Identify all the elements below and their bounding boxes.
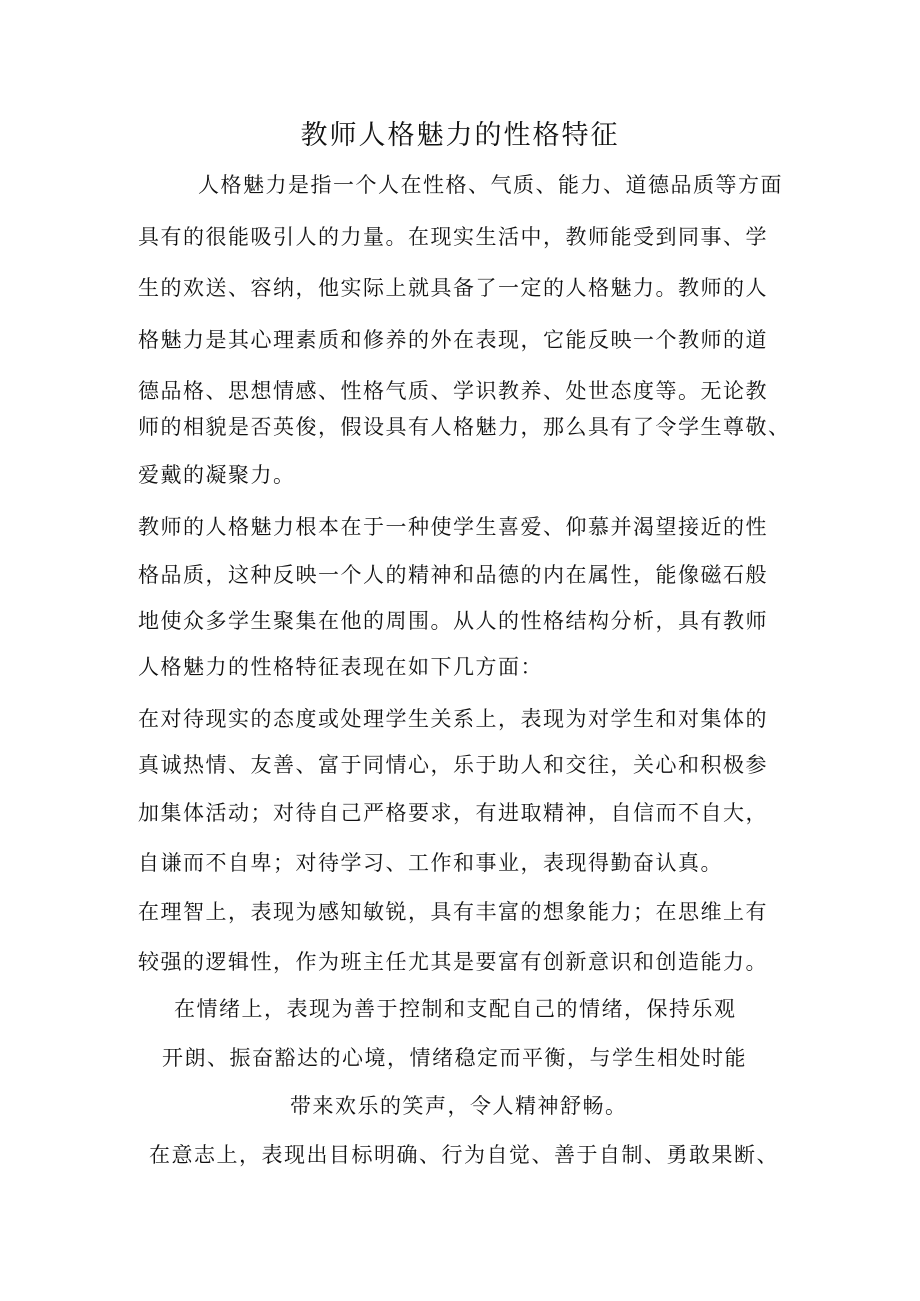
paragraph-line: 师的相貌是否英俊，假设具有人格魅力，那么具有了令学生尊敬、 (138, 415, 791, 439)
paragraph-line: 格品质，这种反映一个人的精神和品德的内在属性，能像磁石般 (138, 563, 768, 587)
paragraph-line: 加集体活动；对待自己严格要求，有进取精神，自信而不自大， (138, 801, 768, 825)
paragraph-line: 人格魅力的性格特征表现在如下几方面： (138, 655, 543, 679)
paragraph-line: 人格魅力是指一个人在性格、气质、能力、道德品质等方面 (198, 173, 783, 197)
document-title: 教师人格魅力的性格特征 (300, 120, 620, 151)
paragraph-line: 地使众多学生聚集在他的周围。从人的性格结构分析，具有教师 (138, 609, 768, 633)
paragraph-line: 自谦而不自卑；对待学习、工作和事业，表现得勤奋认真。 (138, 851, 723, 875)
paragraph-line: 具有的很能吸引人的力量。在现实生活中，教师能受到同事、学 (138, 225, 768, 249)
paragraph-line: 爱戴的凝聚力。 (138, 463, 296, 487)
paragraph-line: 较强的逻辑性，作为班主任尤其是要富有创新意识和创造能力。 (138, 950, 768, 974)
paragraph-line: 在理智上，表现为感知敏锐，具有丰富的想象能力；在思维上有 (138, 900, 768, 924)
paragraph-line: 生的欢送、容纳，他实际上就具备了一定的人格魅力。教师的人 (138, 276, 768, 300)
paragraph-line: 开朗、振奋豁达的心境，情绪稳定而平衡，与学生相处时能 (162, 1046, 747, 1070)
paragraph-line: 德品格、思想情感、性格气质、学识教养、处世态度等。无论教 (138, 379, 768, 403)
paragraph-line: 教师的人格魅力根本在于一种使学生喜爱、仰慕并渴望接近的性 (138, 515, 768, 539)
paragraph-line: 在对待现实的态度或处理学生关系上，表现为对学生和对集体的 (138, 707, 768, 731)
paragraph-line: 在意志上，表现出目标明确、行为自觉、善于自制、勇敢果断、 (149, 1143, 779, 1167)
paragraph-line: 真诚热情、友善、富于同情心，乐于助人和交往，关心和积极参 (138, 753, 768, 777)
paragraph-line: 在情绪上，表现为善于控制和支配自己的情绪，保持乐观 (174, 997, 737, 1021)
paragraph-line: 带来欢乐的笑声，令人精神舒畅。 (290, 1094, 628, 1118)
paragraph-line: 格魅力是其心理素质和修养的外在表现，它能反映一个教师的道 (138, 328, 768, 352)
